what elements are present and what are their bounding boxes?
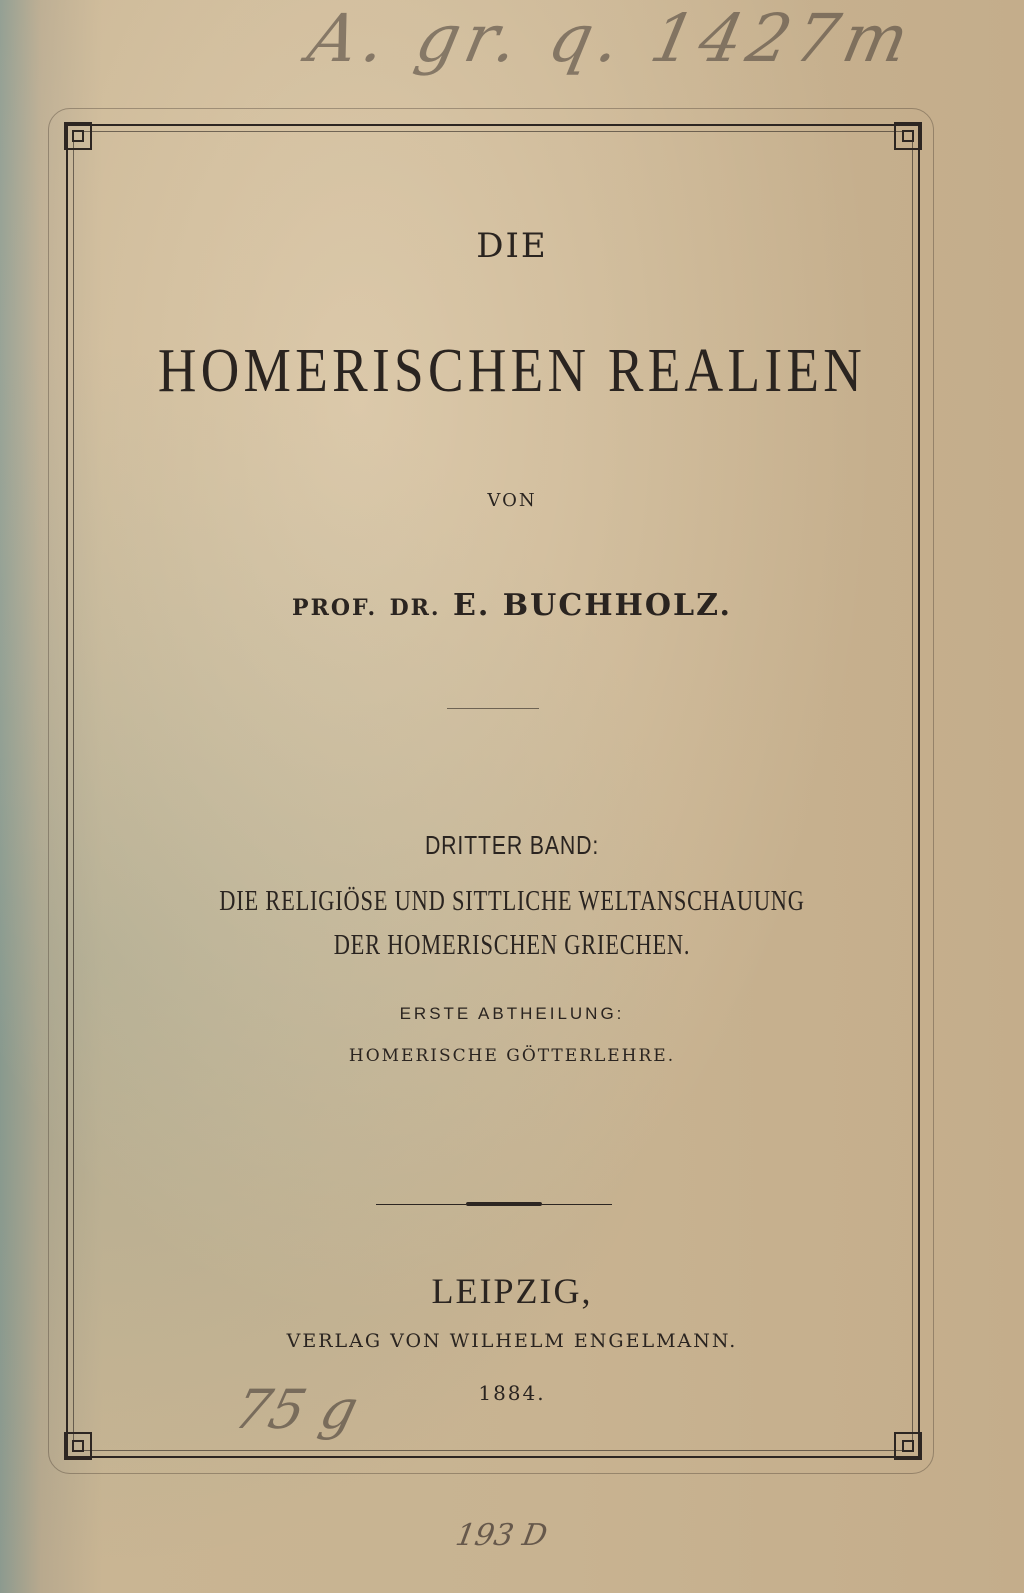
ornamental-frame [66,124,920,1458]
shelfmark-handwriting: A. gr. q. 1427m [301,0,922,77]
ornament-center [466,1202,542,1206]
frame-corner-ornament [64,122,92,150]
part-label: ERSTE ABTHEILUNG: [399,1004,625,1023]
author-name: E. BUCHHOLZ. [453,588,732,623]
author-line [0,588,1024,623]
by-label: VON [487,490,537,511]
imprint-city: LEIPZIG, [431,1271,593,1311]
frame-corner-ornament [894,1432,922,1460]
title-article: DIE [476,226,548,266]
part-title: HOMERISCHE GÖTTERLEHRE. [348,1046,676,1066]
ornament-rule-left [376,1204,466,1205]
imprint-publisher: VERLAG VON WILHELM ENGELMANN. [286,1330,738,1352]
bottom-handwriting-note: 75 g [228,1378,365,1441]
ornamental-rule [376,1204,612,1206]
volume-subtitle-line-2: DER HOMERISCHEN GRIECHEN. [333,930,691,961]
frame-corner-ornament [894,122,922,150]
author-title-prof: PROF. [292,595,378,621]
volume-label: DRITTER BAND: [424,830,600,860]
separator-rule [447,708,539,709]
book-title: HOMERISCHEN REALIEN [157,337,867,405]
ornament-rule-right [542,1204,612,1205]
volume-subtitle-line-1: DIE RELIGIÖSE UND SITTLICHE WELTANSCHAUUNG [219,886,805,917]
frame-corner-ornament [64,1432,92,1460]
author-title-dr: DR. [389,595,441,621]
imprint-year: 1884. [478,1381,546,1405]
bottom-handwriting-number: 193 D [452,1518,550,1553]
frame-inner-line [73,131,913,1451]
